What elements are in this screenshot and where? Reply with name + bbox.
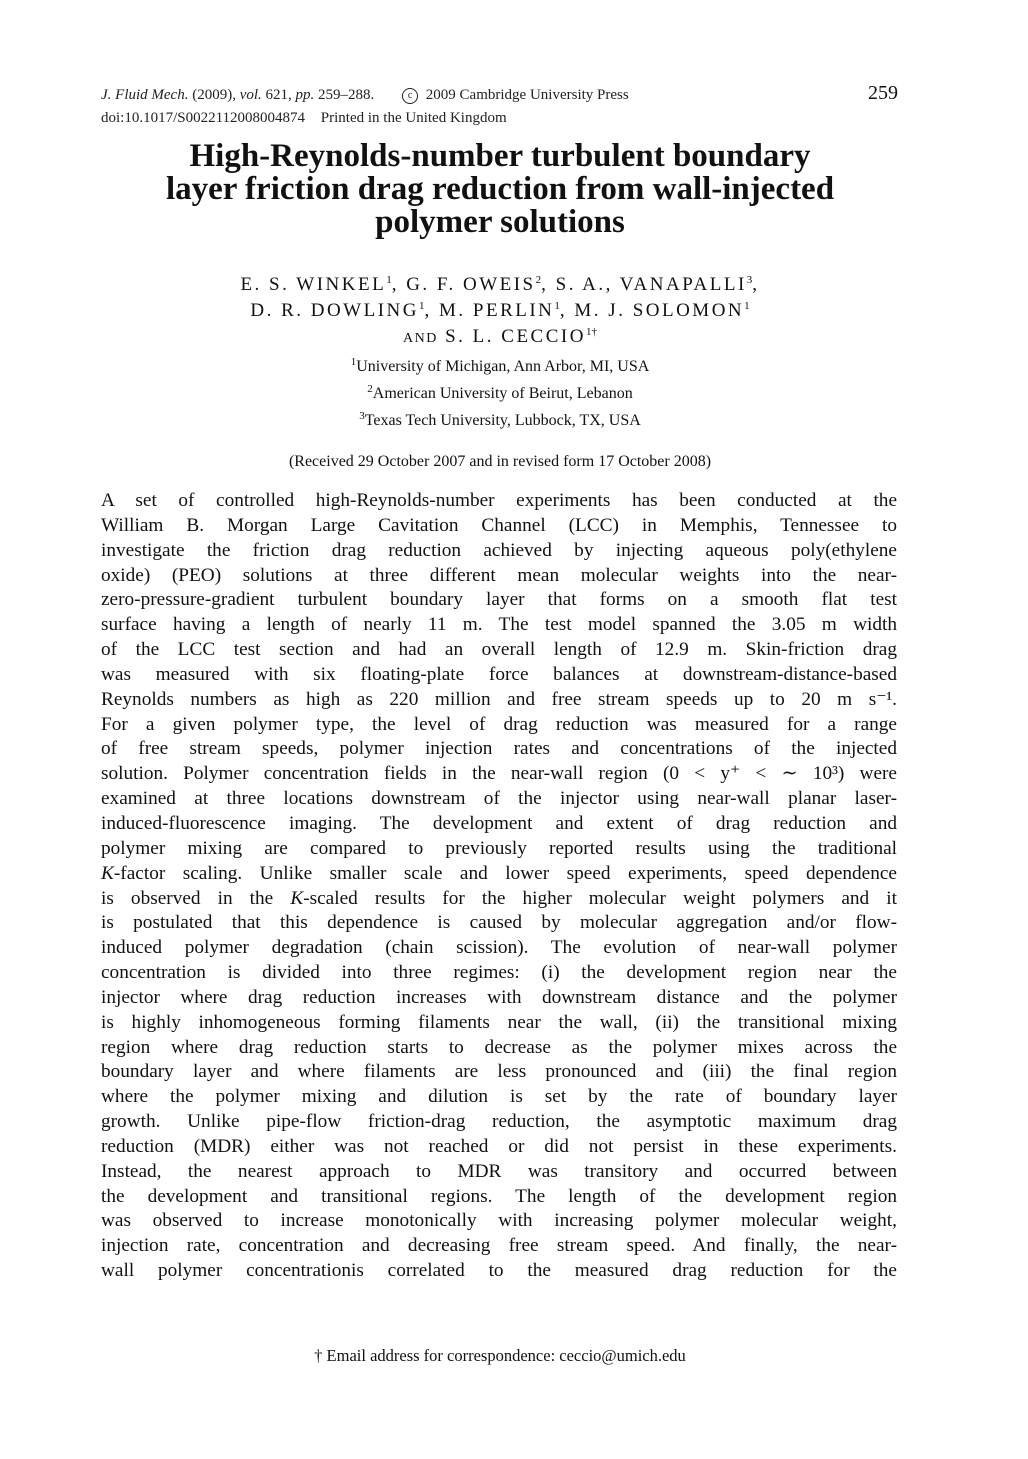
doi-line xyxy=(101,109,507,127)
abstract-line: reduction (MDR) either was not reached or did not persist in these experiments. xyxy=(101,1135,897,1157)
author-affil-mark: 1 xyxy=(419,300,425,312)
abstract-line: For a given polymer type, the level of drag reduction was measured for a range xyxy=(101,713,897,735)
journal-name: J. Fluid Mech. xyxy=(101,87,189,103)
abstract-line: oxide) (PEO) solutions at three different mean molecular weights into the near- xyxy=(101,564,897,586)
title-line: layer friction drag reduction from wall-injected xyxy=(165,171,835,207)
affiliation-text: Texas Tech University, Lubbock, TX, USA xyxy=(364,412,641,429)
abstract-line: wall polymer concentrationis correlated to the measured drag reduction for the xyxy=(101,1260,897,1282)
abstract-line: is highly inhomogeneous forming filaments near the wall, (ii) the transitional mixing xyxy=(101,1011,897,1033)
author-line: D. R. DOWLING$^1$, M. PERLIN$^1$, M. J. SOLOMON$^1$ xyxy=(250,300,750,321)
title-line: polymer solutions xyxy=(375,204,625,240)
abstract-line: of free stream speeds, polymer injection rates and concentrations of the injected xyxy=(101,738,897,760)
affiliation-text: University of Michigan, Ann Arbor, MI, USA xyxy=(356,358,650,375)
abstract-line: Instead, the nearest approach to MDR was transitory and occurred between xyxy=(101,1160,897,1182)
affiliation-mark: 3 xyxy=(359,410,365,422)
author-line: E. S. WINKEL$^1$, G. F. OWEIS$^2$, S. A., VANAPALLI$^3$, xyxy=(240,274,760,295)
author-name: S. A., VANAPALLI xyxy=(555,274,747,295)
volume-number: 621, xyxy=(265,87,292,103)
paper-title xyxy=(100,140,900,239)
author-affil-mark: 1 xyxy=(554,300,560,312)
author-name: G. F. OWEIS xyxy=(406,274,536,295)
abstract xyxy=(101,489,897,1284)
affiliation xyxy=(100,357,900,377)
author-affil-mark: 2 xyxy=(535,274,542,286)
abstract-line: K-factor scaling. Unlike smaller scale and lower speed experiments, speed dependence xyxy=(101,862,897,884)
abstract-line: is observed in the K-scaled results for the higher molecular weight polymers and it xyxy=(101,887,897,909)
abstract-line: where the polymer mixing and dilution is set by the rate of boundary layer xyxy=(101,1086,897,1108)
volume-label: vol. xyxy=(239,87,262,103)
abstract-line: investigate the friction drag reduction achieved by injecting aqueous poly(ethylene xyxy=(101,539,897,561)
abstract-line: region where drag reduction starts to decrease as the polymer mixes across the xyxy=(101,1036,897,1058)
abstract-line: A set of controlled high-Reynolds-number experiments has been conducted at the xyxy=(101,490,897,511)
doi: doi:10.1017/S0022112008004874 xyxy=(101,110,306,126)
abstract-line: boundary layer and where filaments are less pronounced and (iii) the final region xyxy=(101,1061,897,1083)
affiliation xyxy=(100,384,900,404)
abstract-line: injector where drag reduction increases with downstream distance and the polymer xyxy=(101,986,897,1008)
abstract-line: of the LCC test section and had an overall length of 12.9 m. Skin-friction drag xyxy=(101,639,897,661)
author-conjunction: AND xyxy=(403,331,438,346)
abstract-line: William B. Morgan Large Cavitation Channel (LCC) in Memphis, Tennessee to xyxy=(101,514,897,536)
citation-line xyxy=(101,86,629,104)
abstract-line: was observed to increase monotonically with increasing polymer molecular weight, xyxy=(101,1210,897,1232)
author-line xyxy=(100,324,900,352)
author-name: M. J. SOLOMON xyxy=(574,300,745,321)
title-line: High-Reynolds-number turbulent boundary xyxy=(189,138,811,174)
author-affil-mark: 1 xyxy=(386,274,392,286)
abstract-line: growth. Unlike pipe-flow friction-drag reduction, the asymptotic maximum drag xyxy=(101,1111,897,1133)
abstract-line: induced-fluorescence imaging. The development and extent of drag reduction and xyxy=(101,812,897,834)
copyright-text: 2009 Cambridge University Press xyxy=(425,87,629,103)
author-list xyxy=(100,272,900,352)
abstract-line: zero-pressure-gradient turbulent boundary layer that forms on a smooth flat test xyxy=(101,589,897,611)
page-range: 259–288. xyxy=(318,87,375,103)
affiliation-mark: 2 xyxy=(367,383,373,395)
author-name: M. PERLIN xyxy=(439,300,555,321)
author-name: E. S. WINKEL xyxy=(240,274,387,295)
pages-label: pp. xyxy=(295,87,315,103)
affiliation xyxy=(100,411,900,431)
journal-year: (2009), xyxy=(192,87,236,103)
abstract-line: Reynolds numbers as high as 220 million and free stream speeds up to 20 m s⁻¹. xyxy=(101,688,897,710)
abstract-line: solution. Polymer concentration fields in the near-wall region (0 < y⁺ < ∼ 10³) were xyxy=(101,763,897,785)
copyright-icon: c xyxy=(402,88,418,104)
printed-note: Printed in the United Kingdom xyxy=(320,110,507,126)
author-affil-mark: 3 xyxy=(746,274,753,286)
abstract-line: injection rate, concentration and decreasing free stream speed. And finally, the near- xyxy=(101,1235,897,1257)
author-name: D. R. DOWLING xyxy=(250,300,419,321)
abstract-line: is postulated that this dependence is caused by molecular aggregation and/or flow- xyxy=(101,912,897,934)
correspondence-footnote: † Email address for correspondence: ceccio@umich.edu xyxy=(314,1346,686,1365)
abstract-line: polymer mixing are compared to previously reported results using the traditional xyxy=(101,837,897,859)
affiliation-text: American University of Beirut, Lebanon xyxy=(372,385,633,402)
author-affil-mark: 1 xyxy=(744,300,750,312)
abstract-line: surface having a length of nearly 11 m. The test model spanned the 3.05 m width xyxy=(101,614,897,636)
page-number: 259 xyxy=(868,82,898,104)
affiliation-mark: 1 xyxy=(350,356,357,368)
author-affil-mark: 1† xyxy=(585,326,597,338)
abstract-line: induced polymer degradation (chain scission). The evolution of near-wall polymer xyxy=(101,937,897,959)
abstract-line: was measured with six floating-plate force balances at downstream-distance-based xyxy=(101,663,897,685)
received-dates: (Received 29 October 2007 and in revised form 17 October 2008) xyxy=(288,453,712,470)
author-name: S. L. CECCIO xyxy=(445,326,586,347)
abstract-line: examined at three locations downstream of the injector using near-wall planar laser- xyxy=(101,788,897,810)
abstract-line: concentration is divided into three regimes: (i) the development region near the xyxy=(101,962,897,984)
abstract-line: the development and transitional regions. The length of the development region xyxy=(101,1185,897,1207)
